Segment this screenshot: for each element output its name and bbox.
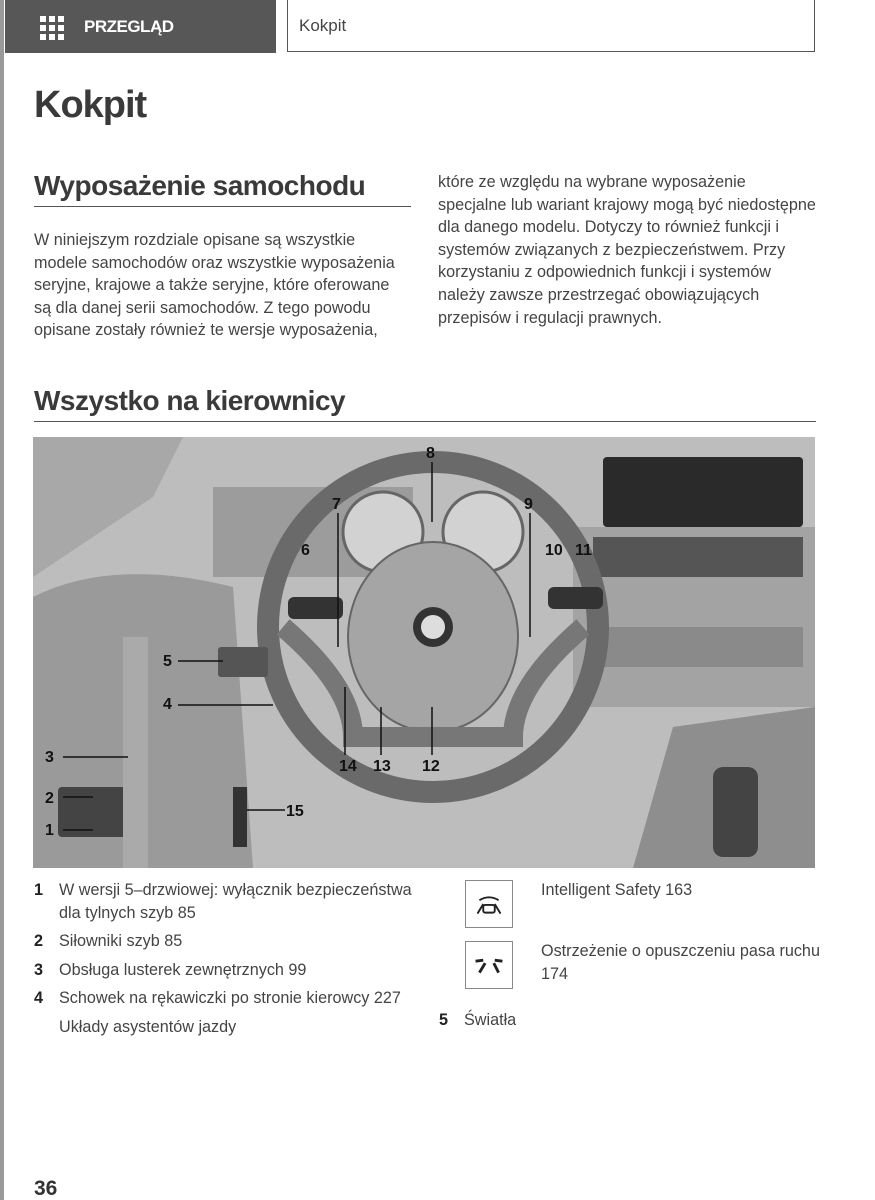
list-subheading <box>34 1016 414 1039</box>
callout-5: 5 <box>163 653 172 670</box>
item-number: 3 <box>34 960 44 979</box>
items-list-left <box>34 879 414 1045</box>
callout-11: 11 <box>575 542 592 559</box>
item-text: W wersji 5–drzwiowej: wyłącznik bezpieczeństwa dla tylnych szyb 85 <box>59 881 412 922</box>
item-number: 5 <box>439 1011 449 1029</box>
section-tab[interactable] <box>5 0 276 53</box>
item-number: 4 <box>34 989 44 1008</box>
intelligent-safety-icon <box>465 880 513 928</box>
equipment-text-col1: W niniejszym rozdziale opisane są wszystkie modele samochodów oraz wszystkie wyposażenia seryjne, krajowe a także seryjne, które oferowane są dla danej serii samochodów. Z tego powodu opisane zostały również te wersje wyposażenia, <box>34 231 395 340</box>
callout-3: 3 <box>45 749 54 766</box>
equipment-text-col2: które ze względu na wybrane wyposażenie specjalne lub wariant krajowy mogą być niedostępne dla danego modelu. Dotyczy to również funkcji i systemów związanych z bezpieczeństwem. Przy korzystaniu z odpowiednich funkcji i systemów należy zawsze przestrzegać obowiązujących przepisów i regulacji prawnych. <box>438 173 816 327</box>
item-number: 1 <box>34 881 44 899</box>
item-text: Siłowniki szyb 85 <box>59 932 183 951</box>
item-text: Schowek na rękawiczki po stronie kierowcy 227 <box>59 989 401 1008</box>
item-text: Układy asystentów jazdy <box>59 1017 237 1036</box>
section-label: PRZEGLĄD <box>84 16 174 36</box>
cockpit-illustration <box>33 437 815 868</box>
callout-9: 9 <box>524 496 533 513</box>
breadcrumb: Kokpit <box>287 0 815 52</box>
list-item <box>439 1009 516 1038</box>
equipment-heading: Wyposażenie samochodu <box>34 170 411 207</box>
callout-1: 1 <box>45 822 54 839</box>
item-number <box>34 1016 59 1039</box>
item-text: Światła <box>464 1011 517 1029</box>
list-item <box>34 879 414 924</box>
callout-6: 6 <box>301 542 310 559</box>
callout-2: 2 <box>45 790 54 807</box>
page-number: 36 <box>34 1177 58 1200</box>
item-number: 2 <box>34 932 44 951</box>
intelligent-safety-item: Intelligent Safety 163 <box>541 881 693 899</box>
callout-13: 13 <box>373 758 391 775</box>
list-item <box>34 930 414 953</box>
lane-departure-item: Ostrzeżenie o opuszczeniu pasa ruchu 174 <box>541 942 820 983</box>
page-title: Kokpit <box>34 84 147 126</box>
lane-departure-icon <box>465 941 513 989</box>
steering-heading: Wszystko na kierownicy <box>34 385 816 422</box>
grid-icon <box>40 16 64 38</box>
callout-12: 12 <box>422 758 440 775</box>
callout-8: 8 <box>426 445 435 462</box>
list-item <box>34 987 414 1010</box>
callout-14: 14 <box>339 758 357 775</box>
callout-10: 10 <box>545 542 563 559</box>
callout-4: 4 <box>163 696 172 713</box>
item-text: Obsługa lusterek zewnętrznych 99 <box>59 960 307 979</box>
list-item <box>34 959 414 982</box>
callout-15: 15 <box>286 803 304 820</box>
callout-7: 7 <box>332 496 341 513</box>
